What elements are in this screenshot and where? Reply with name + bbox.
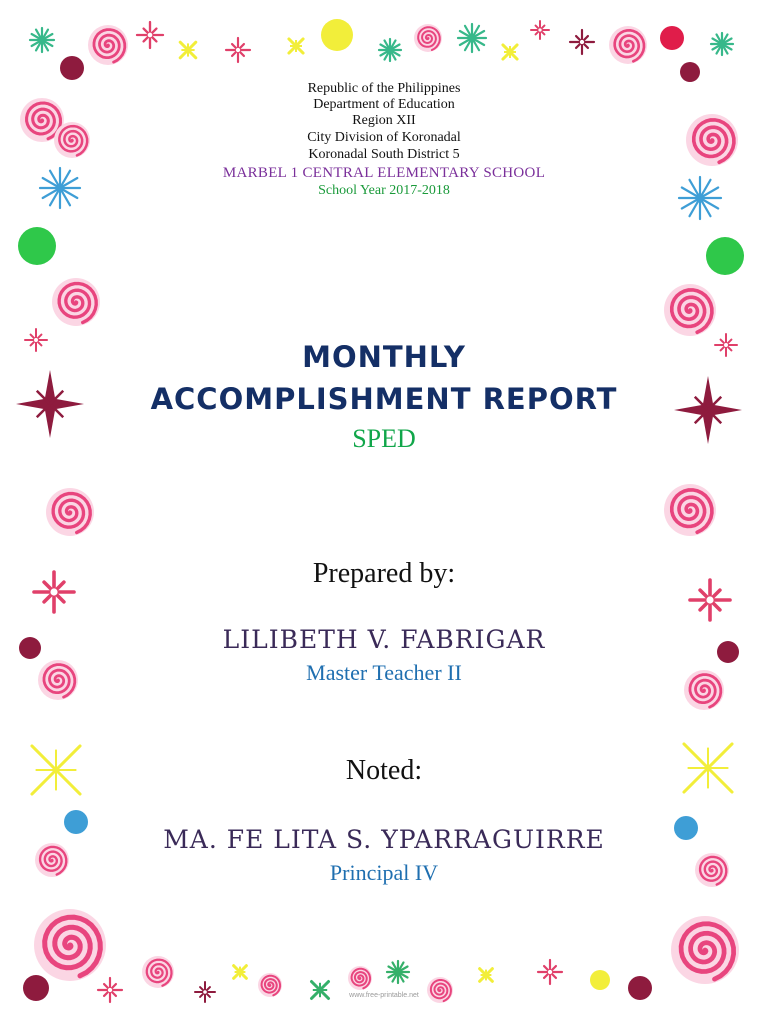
watermark-text: www.free-printable.net [349, 992, 419, 999]
report-title-line1: MONTHLY [302, 340, 466, 374]
school-year: School Year 2017-2018 [318, 183, 450, 198]
header-republic: Republic of the Philippines [307, 81, 461, 96]
preparer-name: LILIBETH V. FABRIGAR [222, 625, 546, 654]
header-department: Department of Education [313, 97, 455, 112]
prepared-by-label: Prepared by: [312, 558, 456, 589]
header-district: Koronadal South District 5 [308, 147, 460, 162]
report-subtitle: SPED [352, 424, 416, 453]
preparer-position: Master Teacher II [306, 660, 462, 685]
header-division: City Division of Koronadal [307, 130, 461, 145]
report-title-line2: ACCOMPLISHMENT REPORT [150, 382, 618, 416]
noter-position: Principal IV [329, 860, 439, 885]
header-region: Region XII [352, 113, 416, 128]
noter-name: MA. FE LITA S. YPARRAGUIRRE [163, 825, 605, 854]
school-name: MARBEL 1 CENTRAL ELEMENTARY SCHOOL [222, 165, 546, 181]
noted-label: Noted: [345, 755, 423, 786]
